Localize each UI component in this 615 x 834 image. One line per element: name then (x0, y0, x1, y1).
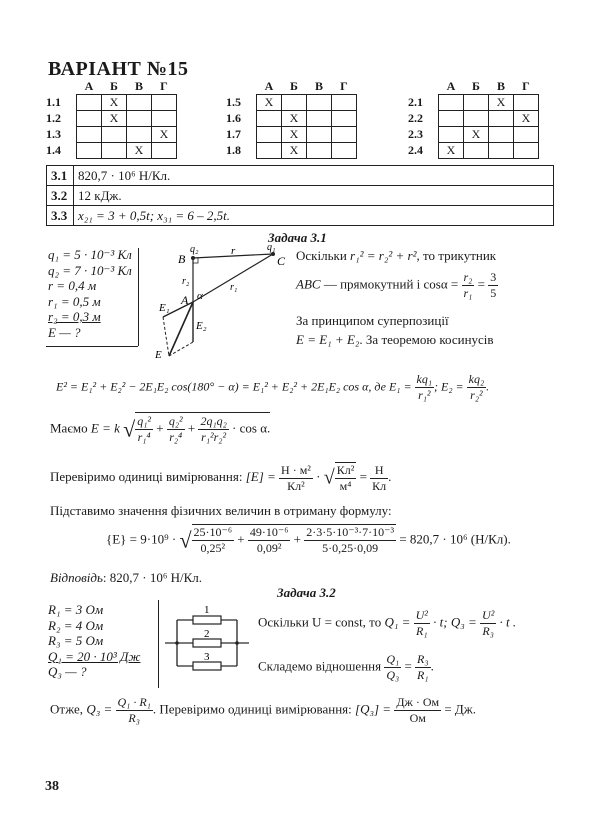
label-B: B (178, 252, 186, 266)
task-3-2-heading: Задача 3.2 (277, 585, 336, 600)
task-3-2-line2: Складемо відношення $\frac{\text{Q₁}}{\text{Q₃}}$ = $\frac{\text{R₃}}{\text{R₁}}$ . (258, 652, 434, 682)
answer-value: 820,7 · 10⁶ Н/Кл. (74, 166, 554, 186)
substitution-text: Підставимо значення фізичних величин в отриману формулу: (50, 503, 392, 518)
label-E2: E₂ (196, 320, 207, 332)
vector-diagram (145, 244, 295, 369)
label-r: r (231, 245, 236, 257)
given-divider-2 (158, 600, 159, 688)
field-formula: Маємо E = k √ $\frac{\text{q₁²}}{\text{r₁⁴}}$ + $\frac{\text{q₂²}}{\text{r₂⁴}}$ + $\frac{\text{2q₁q₂}}{\text{r₁²r₂²}}$ · cos α. (50, 414, 271, 444)
task-3-1-line2: ABC — прямокутний і cosα = $\frac{\text{r₂}}{\text{r₁}}$ = $\frac{3}{5}$ (296, 270, 497, 300)
task-3-2-line1: Оскільки U = const, то Q₁ = $\frac{\text{U²}}{\text{R₁}}$ · t; Q₃ = $\frac{\text{U²}}{\text{R₃}}$ · t . (258, 608, 517, 638)
task-3-1-line4: E = E₁ + E₂. За теоремою косинусів (296, 332, 494, 347)
answer-value: 12 кДж. (74, 186, 554, 206)
task-3-2-given: R₁ = 3 Ом R₂ = 4 Ом R₃ = 5 Ом Q₁ = 20 · 10³ Дж Q₃ — ? (48, 602, 141, 679)
row-label: 1.4 (46, 143, 61, 157)
row-label: 1.8 (226, 143, 241, 157)
row-label: 2.2 (408, 111, 423, 125)
row-label: 1.3 (46, 127, 61, 141)
row-label: 1.5 (226, 95, 241, 109)
circuit-diagram (165, 600, 250, 680)
task-3-1-heading: Задача 3.1 (268, 230, 327, 245)
page-number: 38 (45, 779, 59, 794)
label-r1: r₁ (230, 282, 238, 293)
answer-grid-3: А Б В Г 2.1 X 2.2 X 2.3 X 2.4 X (408, 79, 539, 159)
row-label: 1.2 (46, 111, 61, 125)
label-A: A (181, 293, 189, 307)
answer-grid-2: А Б В Г 1.5 X 1.6 X 1.7 X 1.8 X (226, 79, 357, 159)
answer-grid-1: А Б В Г 1.1 X 1.2 X 1.3 X 1.4 X (46, 79, 177, 159)
answer-key: 3.1 (47, 166, 74, 186)
label-q2: q₂ (190, 244, 199, 255)
row-label: 1.1 (46, 95, 61, 109)
short-answers-table (46, 165, 554, 226)
label-C: C (277, 254, 286, 268)
task-3-2-final: Отже, Q₃ = $\frac{\text{Q₁ · R₁}}{\text{R₃}}$ . Перевіримо одиниці вимірювання: [Q₃] = $\frac{Дж \cdot Ом}{Ом}$ = Дж. (50, 695, 477, 725)
cosine-formula: E² = E₁² + E₂² − 2E₁E₂ cos(180° − α) = E₁² + E₂² + 2E₁E₂ cos α, де E₁ = $\frac{\text{kq₁}}{\text{r₁²}}$ ; E₂ = $\frac{\text{kq₂}}{\text{r₂²}}$ . (56, 372, 490, 402)
task-3-1-line1: Оскільки r₁² = r₂² + r², то трикутник (296, 248, 497, 263)
row-label: 1.7 (226, 127, 241, 141)
answer-value: x₂₁ = 3 + 0,5t; x₃₁ = 6 – 2,5t. (74, 206, 554, 226)
row-label: 2.1 (408, 95, 423, 109)
substitution-formula: {E} = 9·10⁹ · √ $\frac{\text{25·10⁻⁶}}{\text{0,25²}}$ + $\frac{\text{49·10⁻⁶}}{\text{0,09²}}$ + $\frac{\text{2·3·5·10⁻³·7·10⁻³}}{5\cdot 0,25\cdot 0,09}$ = 820,7 · 10⁶ (Н/Кл). (106, 525, 511, 555)
resistor-3-label: 3 (204, 651, 210, 663)
page-title: ВАРІАНТ №15 (48, 58, 189, 80)
resistor-1-label: 1 (204, 604, 210, 616)
label-q1: q₁ (267, 244, 276, 253)
row-label: 1.6 (226, 111, 241, 125)
units-check: Перевіримо одиниці вимірювання: [E] = $\frac{\text{Н · м²}}{\text{Кл²}}$ · √ $\frac{\text{Кл²}}{\text{м⁴}}$ = $\frac{Н}{Кл}$ . (50, 462, 392, 493)
label-E: E (155, 349, 162, 361)
resistor-2-label: 2 (204, 628, 210, 640)
row-label: 2.3 (408, 127, 423, 141)
given-divider (138, 248, 139, 346)
given-underline (46, 346, 138, 347)
answer-key: 3.2 (47, 186, 74, 206)
label-E1: E₁ (159, 302, 170, 314)
answer-key: 3.3 (47, 206, 74, 226)
label-alpha: α (197, 290, 203, 302)
row-label: 2.4 (408, 143, 423, 157)
label-r2: r₂ (182, 276, 190, 287)
task-3-1-given: q₁ = 5 · 10⁻³ Кл q₂ = 7 · 10⁻³ Кл r = 0,4 м r₁ = 0,5 м r₂ = 0,3 м E — ? (48, 247, 132, 340)
task-3-1-line3: За принципом суперпозиції (296, 313, 449, 328)
task-3-1-answer: Відповідь: 820,7 · 10⁶ Н/Кл. (50, 570, 203, 585)
